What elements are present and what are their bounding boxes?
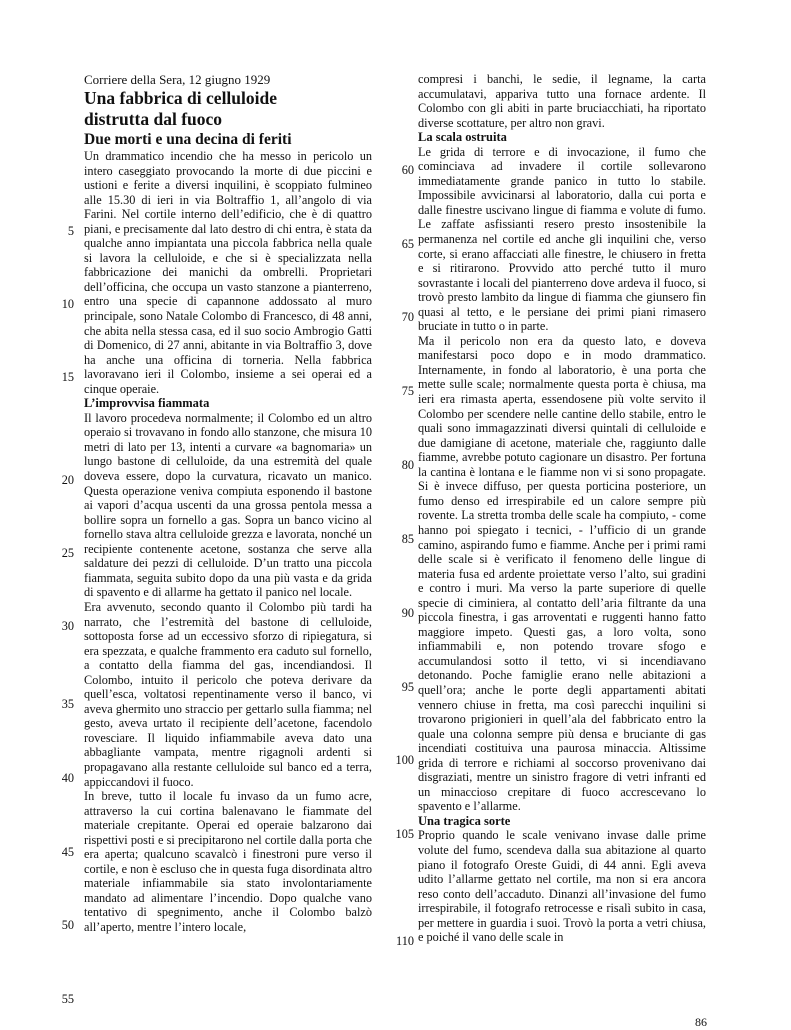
article-source: Corriere della Sera, 12 giugno 1929: [84, 72, 271, 87]
paragraph: In breve, tutto il locale fu invaso da un fumo acre, attraverso la cui cortina balenavano le fiammate del materiale crepitante. Operai ed operaie balzarono dai rispettivi posti e si precipitarono nel cortile dalla porta che era aperta; qualcuno scavalcò i finestroni pure verso il cortile, e non è escluso che in questa fuga disordinata altro materiale infiammabile sia stato involontariamente mandato ad alimentare l’incendio. Dopo qualche vano tentativo di spegnimento, anche il Colombo balzò all’aperto, mentre l’intero locale,: [84, 789, 372, 934]
paragraph: Ma il pericolo non era da questo lato, e doveva manifestarsi poco dopo e in modo drammatico. Internamente, in fondo al laboratorio, è una porta che mette sulle scale; normalmente questa porta è chiusa, ma ieri era rimasta aperta, essendosene più volte servito il Colombo per scendere nelle cantine dello stabile, entro le quali sono immagazzinati diversi quintali di celluloide e due damigiane di acetone, materiale che, raggiunto dalle fiamme, avrebbe potuto cagionare un disastro. Per fortuna la cantina è lontana e le fiamme non vi si sono propagate. Si è invece diffuso, per questa porticina posteriore, un fumo denso ed irrespirabile ed un calore sempre più rovente. La stretta tromba delle scale ha compiuto, - come hanno poi spiegato i tecnici, - l’ufficio di un grande camino, aspirando fumo e fiamme. Anche per i primi rami delle scale si è verificato il fenomeno delle lingue di materia fusa ed ardente proiettate verso l’alto, sui gradini e contro i muri. Ma verso la parte superiore di quelle specie di ciminiera, al contatto dell’aria filtrante da una piccola finestra, i gas arroventati e ruggenti hanno fatto maggiore impeto. Questi gas, a loro volta, sono infiammabili e, non potendo trovare sfogo e accumulandosi sotto il tetto, vi si incendiavano detonando. Poche famiglie erano nelle abitazioni a quell’ora; anche le porte degli appartamenti abitati vennero chiuse in fretta, ma così parecchi inquilini si trovarono prigionieri in quell’ala del fabbricato entro la quale una colonna sempre più densa e bruciante di gas incendiati costituiva una paurosa minaccia. Altissime grida di terrore e richiami al soccorso provenivano dai disgraziati, mentre un sinistro fragore di vetri infranti ed un minaccioso crepitare di fuoco accrescevano lo spavento e l’allarme.: [418, 333, 706, 814]
left-column: [84, 72, 372, 935]
section-heading: L’improvvisa fiammata: [84, 396, 210, 411]
line-number: 80: [401, 458, 414, 472]
paragraph: Un drammatico incendio che ha messo in pericolo un intero caseggiato provocando la morte di due piccini e ustioni e ferite a diversi inquilini, è scoppiato fulmineo alle 15.30 di ieri in via Boltraffio 1, all’angolo di via Farini. Nel cortile interno dell’edificio, che è di quattro piani, e precisamente dal lato destro di chi entra, è stata da qualche anno impiantata una piccola fabbrica nella quale si lavora la celluloide, e che si è specializzata nella fabbricazione dei manichi da ombrelli. Proprietari dell’officina, che occupa un vasto stanzone a pianterreno, entro una specie di capannone addossato al muro principale, sono Natale Colombo di Francesco, di 48 anni, che abita nella stessa casa, ed il suo socio Ambrogio Gatti di Domenico, di 27 anni, abitante in via Boltraffio 3, dove ha anche una officina di torneria. Nella fabbrica lavoravano ieri il Colombo, insieme a sei operai ed a cinque operaie.: [84, 149, 372, 396]
line-number: 85: [401, 532, 414, 546]
right-column: [418, 72, 706, 945]
paragraph: Era avvenuto, secondo quanto il Colombo più tardi ha narrato, che l’estremità del bastone di celluloide, sottoposta forse ad un eccessivo sforzo di ripiegatura, si era spezzata, e qualche frammento era caduto sul fornello, a contatto della fiamma del gas, incendiandosi. Il Colombo, intuito il pericolo che poteva derivare da quell’esca, voltatosi repentinamente verso il banco, vi aveva ghermito uno straccio per gettarlo sulla fiamma; nel gesto, aveva urtato il recipiente dell’acetone, facendolo rovesciare. Il liquido infiammabile aveva dato una abbagliante vampata, mentre rigagnoli ardenti si propagavano alla restante celluloide sul banco ed a terra, appiccandovi il fuoco.: [84, 599, 372, 789]
line-number: 15: [61, 370, 74, 384]
article-title-line2: distrutta dal fuoco: [84, 109, 223, 129]
line-number: 25: [61, 546, 74, 560]
line-number: 90: [401, 606, 414, 620]
paragraph: Il lavoro procedeva normalmente; il Colombo ed un altro operaio si trovavano in fondo allo stanzone, che misura 10 metri di lato per 13, intenti a curvare «a bagnomaria» un lungo bastone di celluloide, da una estremità del quale doveva essere, dopo la curvatura, ricavato un manico. Questa operazione veniva compiuta esponendo il bastone ai vapori d’acqua uscenti da una grossa pentola messa a bollire sopra un fornello a gas. Sopra un banco vicino al fornello stava altra celluloide grezza e lavorata, nonché un recipiente contenente acetone, sostanza che serve alla saldature dei pezzi di celluloide. D’un tratto una piccola fiammata, seguita subito dopo da una più vasta e da grida di spavento e di allarme ha gettato il panico nel locale.: [84, 410, 372, 600]
line-number: 10: [61, 297, 74, 311]
line-number: 35: [61, 697, 74, 711]
page-number: 86: [695, 1015, 707, 1029]
line-number: 45: [61, 845, 74, 859]
line-number: 70: [401, 310, 414, 324]
paragraph: Proprio quando le scale venivano invase dalle prime volute del fumo, scendeva dalla sua abitazione al quarto piano il fotografo Oreste Guidi, di 44 anni. Egli aveva udito l’allarme gettato nel cortile, ma non si era ancora reso conto dell’accaduto. Dinanzi all’invasione del fumo irrespirabile, il fotografo retrocesse e risalì subito in casa, per mettere in guardia i suoi. Trovò la porta a vetri chiusa, e poiché il vano delle scale in: [418, 828, 706, 945]
line-number: 65: [401, 237, 414, 251]
line-number: 75: [401, 384, 414, 398]
line-number: 95: [401, 680, 414, 694]
line-number: 105: [395, 827, 414, 841]
line-number: 5: [67, 224, 74, 238]
paragraph: Le grida di terrore e di invocazione, il fumo che cominciava ad invadere il cortile sollevarono immediatamente grande panico in tutto lo stabile. Impossibile avvicinarsi al laboratorio, dalla cui porta e dalle finestre uscivano lingue di fiamma e volute di fumo. Le zaffate asfissianti resero presto insostenibile la permanenza nel cortile ed anche gli inquilini che, verso corte, si erano affacciati alle finestre, le chiusero in fretta e si ritirarono. Provvido atto perché tutto il muro sovrastante i locali del pianterreno dove ardeva il fuoco, si trovò presto lambito da lingue di fiamma che giunsero fin quasi al tetto, e le persiane dei primi piani rimasero bruciate in tutto o in parte.: [418, 144, 706, 334]
article-title-line1: Una fabbrica di celluloide: [84, 88, 277, 108]
line-number: 50: [61, 918, 74, 932]
line-number: 55: [61, 992, 74, 1006]
line-number: 20: [61, 473, 74, 487]
line-number: 30: [61, 619, 74, 633]
line-number: 110: [396, 934, 414, 948]
line-number: 60: [401, 163, 414, 177]
article-subtitle: Due morti e una decina di feriti: [84, 131, 292, 148]
line-number: 100: [395, 753, 414, 767]
section-heading: Una tragica sorte: [418, 813, 511, 828]
line-number: 40: [61, 771, 74, 785]
paragraph: compresi i banchi, le sedie, il legname, la carta accumulatavi, appariva tutto una fornace ardente. Il Colombo con gli abiti in parte bruciacchiati, ha riportato diverse scottature, per altro non gravi.: [418, 72, 706, 130]
section-heading: La scala ostruita: [418, 130, 507, 145]
